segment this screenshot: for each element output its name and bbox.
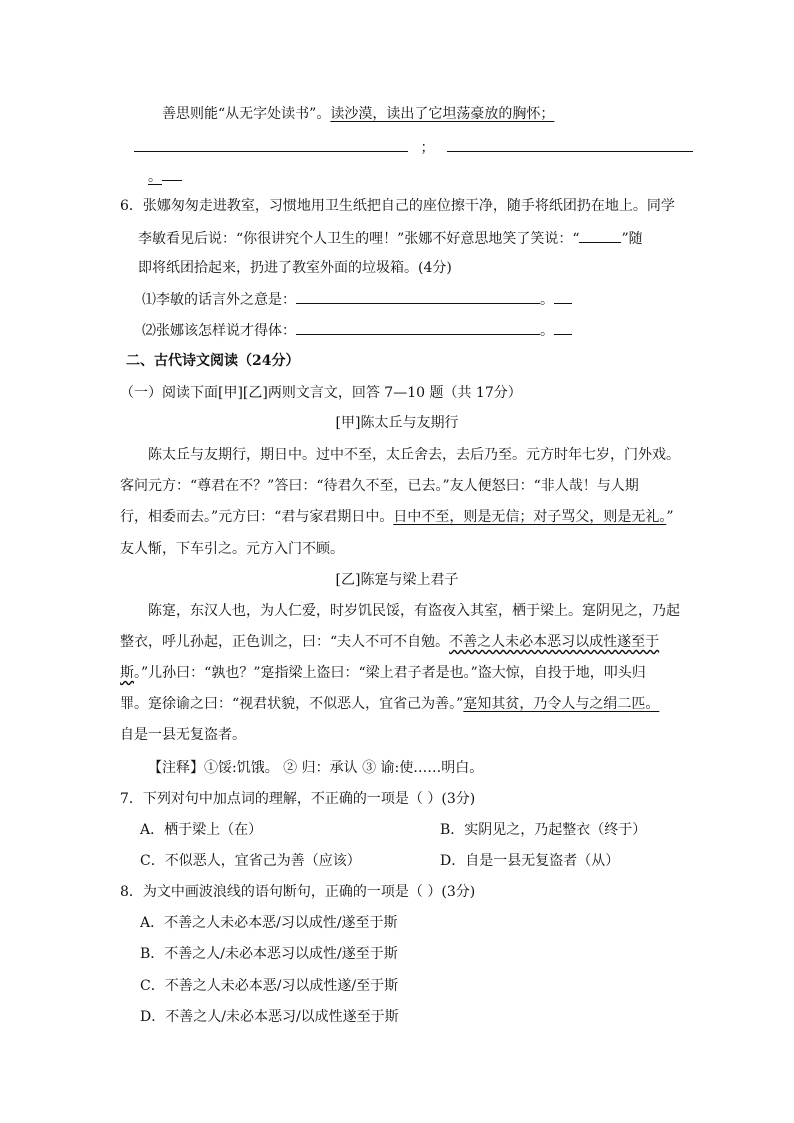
yi-line-5: 自是一县无复盗者。 xyxy=(120,727,246,743)
q6-sub1-blank[interactable] xyxy=(296,289,540,304)
q6-sub2-blank[interactable] xyxy=(296,320,540,335)
q6-sub1-end: 。 xyxy=(540,292,554,308)
answer-blank-2[interactable] xyxy=(447,137,693,152)
q6-sub1-label: ⑴李敏的话言外之意是： xyxy=(142,292,296,308)
q8-option-b[interactable]: B．不善之人/未必本恶习以成性/遂至于斯 xyxy=(140,946,398,962)
q7-option-c[interactable]: C．不似恶人，宜省己为善（应该） xyxy=(140,853,361,869)
answer-blank-1[interactable] xyxy=(134,137,408,152)
q7-option-d[interactable]: D．自是一县无复盗者（从） xyxy=(440,853,620,869)
q6-line-3: 即将纸团拾起来，扔进了教室外面的垃圾箱。(4分) xyxy=(138,260,452,276)
continuation-end-line xyxy=(148,166,182,187)
yi-line-3-b: 。”儿孙曰：“孰也？”寔指梁上盗曰：“梁上君子者是也。”盗大惊，自投于地，叩头归 xyxy=(134,665,646,681)
part1-intro: （一）阅读下面[甲][乙]两则文言文，回答 7—10 题（共 17分） xyxy=(120,385,522,401)
q8-stem: 8．为文中画波浪线的语句断句，正确的一项是（ ）(3分) xyxy=(120,884,476,900)
q8-option-a[interactable]: A．不善之人未必本恶/习以成性/遂至于斯 xyxy=(140,915,398,931)
jia-underlined: 日中不至，则是无信；对子骂父，则是无礼。 xyxy=(393,509,667,525)
jia-line-3-c: ” xyxy=(666,509,674,525)
continuation-end: 。 xyxy=(148,169,162,185)
q7-option-b[interactable]: B．实阴见之，乃起整衣（终于） xyxy=(440,822,647,838)
q6-sub1 xyxy=(142,289,572,310)
jia-line-1: 陈太丘与友期行，期日中。过中不至，太丘舍去，去后乃至。元方时年七岁，门外戏。 xyxy=(148,447,680,463)
jia-line-4: 友人惭，下车引之。元方入门不顾。 xyxy=(120,541,344,557)
q6-sub2 xyxy=(142,320,572,341)
separator: ； xyxy=(420,140,435,156)
section2-title: 二、古代诗文阅读（24分） xyxy=(126,353,300,369)
continuation-example: 读沙漠，读出了它坦荡豪放的胸怀； xyxy=(330,106,555,122)
q6-line-2-a: 李敏看见后说：“你很讲究个人卫生的哩！”张娜不好意思地笑了笑说：“ xyxy=(138,231,580,247)
yi-line-1: 陈寔，东汉人也，为人仁爱，时岁饥民馁，有盗夜入其室，栖于梁上。寔阴见之，乃起 xyxy=(148,603,680,619)
q8-option-d[interactable]: D．不善之人/未必本恶习/以成性遂至于斯 xyxy=(140,1009,399,1025)
jia-title: [甲]陈太丘与友期行 xyxy=(335,415,459,431)
continuation-lead: 善思则能“从无字处读书”。 xyxy=(162,106,331,122)
q7-option-a[interactable]: A．栖于梁上（在） xyxy=(140,822,263,838)
q8-option-c[interactable]: C．不善之人未必本恶/习以成性遂/至于斯 xyxy=(140,978,399,994)
q6-sub1-tail xyxy=(554,289,572,304)
q6-line-2-b: ”随 xyxy=(621,231,643,247)
yi-line-2 xyxy=(120,632,659,652)
jia-line-3 xyxy=(120,507,674,527)
yi-line-4 xyxy=(120,694,659,714)
jia-line-2: 客问元方：“尊君在不？”答曰：“待君久不至，已去。”友人便怒曰：“非人哉！与人期 xyxy=(120,478,639,494)
yi-line-4-a: 罪。寔徐谕之曰：“视君状貌，不似恶人，宜省己为善。” xyxy=(120,696,464,712)
yi-title: [乙]陈寔与梁上君子 xyxy=(335,572,459,588)
yi-line-2-a: 整衣，呼儿孙起，正色训之，曰：“夫人不可不自勉。 xyxy=(120,634,450,650)
q6-line-2 xyxy=(138,228,643,249)
q6-sub2-label: ⑵张娜该怎样说才得体： xyxy=(142,323,296,339)
continuation-blank-line xyxy=(134,137,693,158)
q6-sub2-end: 。 xyxy=(540,323,554,339)
continuation-line xyxy=(162,104,554,124)
q7-stem: 7．下列对句中加点词的理解，不正确的一项是（ ）(3分) xyxy=(120,791,476,807)
yi-underlined: 寔知其贫，乃令人与之绢二匹。 xyxy=(463,696,660,712)
q6-quote-blank[interactable] xyxy=(579,228,621,243)
q6-sub2-tail xyxy=(554,320,572,335)
jia-line-3-a: 行，相委而去。”元方曰：“君与家君期日中。 xyxy=(120,509,394,525)
annotation-note: 【注释】①馁:饥饿。 ② 归：承认 ③ 谕:使……明白。 xyxy=(148,760,484,776)
yi-wavy-2: 斯 xyxy=(120,665,134,681)
q6-line-1: 6．张娜匆匆走进教室，习惯地用卫生纸把自己的座位擦干净，随手将纸团扔在地上。同学 xyxy=(120,198,675,214)
answer-blank-3[interactable] xyxy=(162,166,182,181)
yi-line-3 xyxy=(120,663,646,683)
yi-wavy-1: 不善之人未必本恶习以成性遂至于 xyxy=(449,634,660,650)
